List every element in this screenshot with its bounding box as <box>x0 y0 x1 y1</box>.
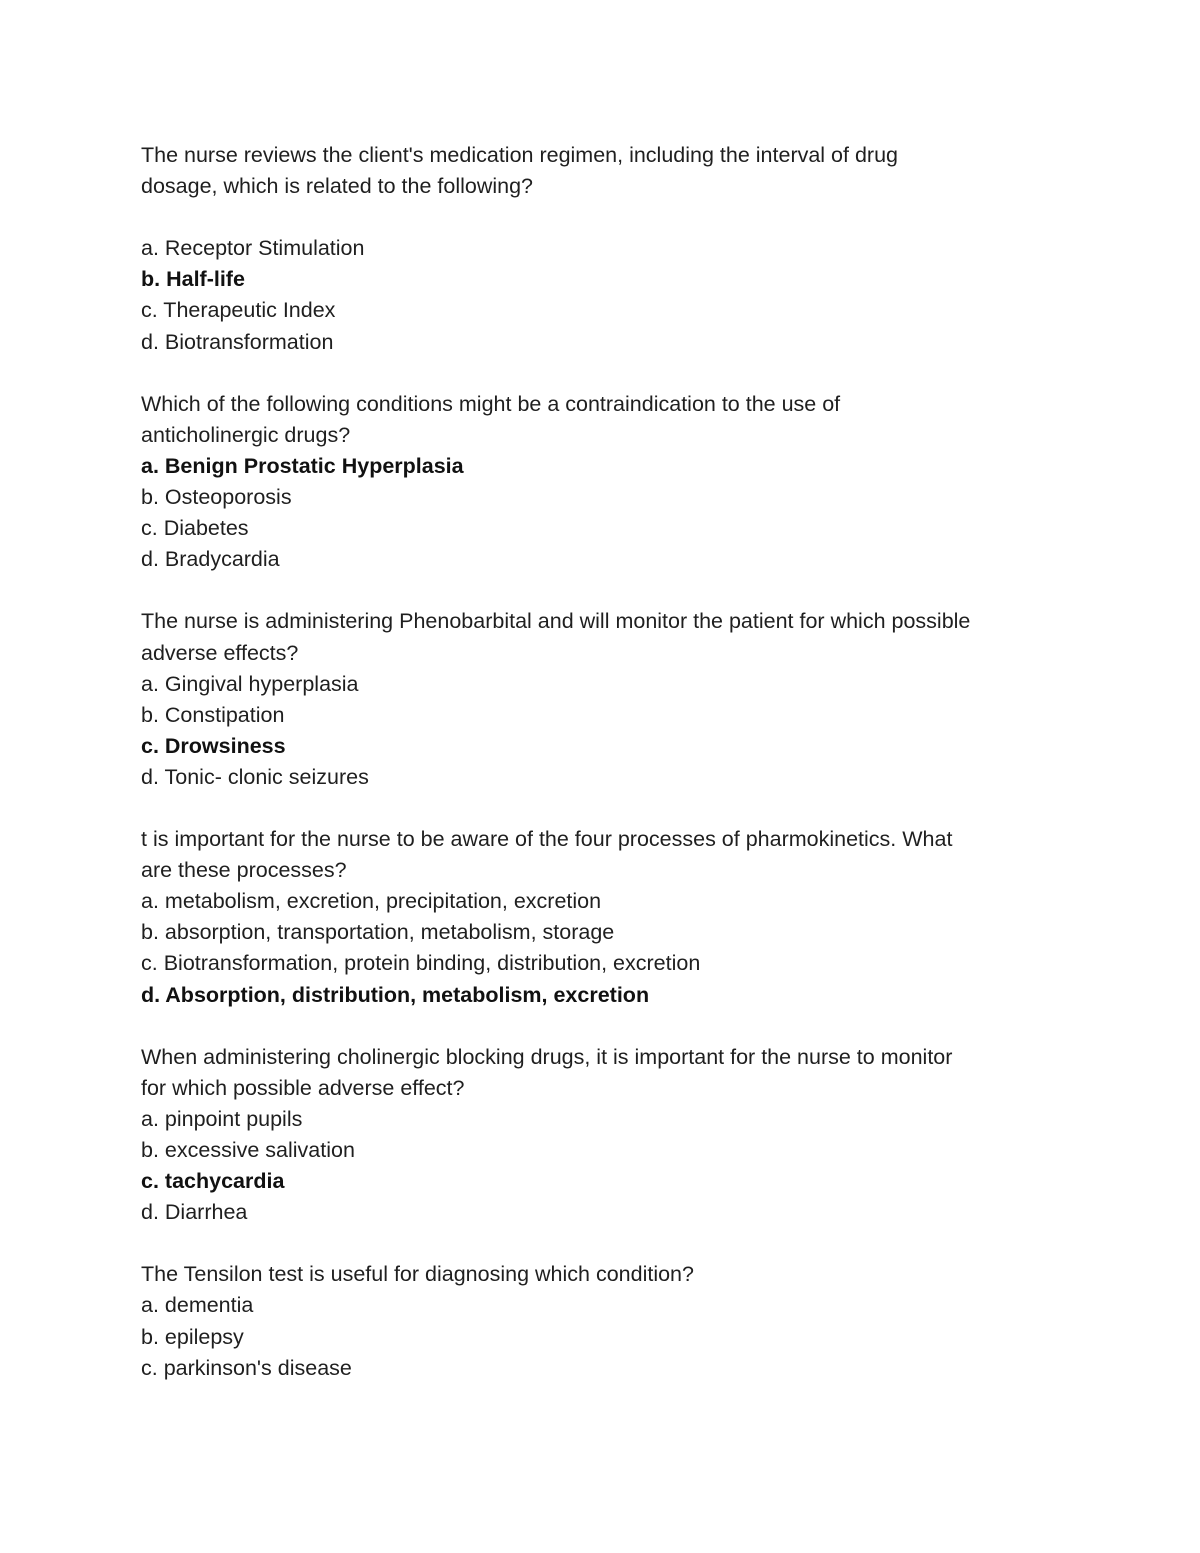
question-stem-line: The Tensilon test is useful for diagnosing which condition? <box>141 1262 694 1287</box>
answer-option: b. epilepsy <box>141 1324 244 1349</box>
question-stem-line: t is important for the nurse to be aware of the four processes of pharmokinetics. What <box>141 827 953 852</box>
answer-option: c. Diabetes <box>141 516 249 541</box>
answer-option: b. absorption, transportation, metabolism, storage <box>141 920 615 945</box>
blank-line <box>141 1228 1071 1259</box>
question-stem-line: The nurse is administering Phenobarbital and will monitor the patient for which possible <box>141 609 971 634</box>
answer-option-correct: c. Drowsiness <box>141 733 286 758</box>
answer-option: c. Biotransformation, protein binding, distribution, excretion <box>141 951 701 976</box>
answer-option-correct: c. tachycardia <box>141 1169 285 1194</box>
question-stem-line: are these processes? <box>141 858 347 883</box>
blank-line <box>141 1011 1071 1042</box>
question-stem-line: The nurse reviews the client's medication regimen, including the interval of drug <box>141 143 898 167</box>
answer-option: d. Bradycardia <box>141 547 280 572</box>
answer-option-correct: d. Absorption, distribution, metabolism, excretion <box>141 982 650 1007</box>
question-block <box>141 606 1071 793</box>
question-block <box>141 140 1071 358</box>
answer-option: d. Diarrhea <box>141 1200 248 1225</box>
answer-option: a. Gingival hyperplasia <box>141 671 359 696</box>
question-stem-line: Which of the following conditions might be a contraindication to the use of <box>141 391 841 416</box>
blank-line <box>141 202 1071 233</box>
question-stem-line: adverse effects? <box>141 640 299 665</box>
question-block <box>141 824 1071 1011</box>
document-page <box>141 140 1071 1384</box>
answer-option: a. pinpoint pupils <box>141 1106 303 1131</box>
answer-option: b. Osteoporosis <box>141 485 292 510</box>
question-stem-line: for which possible adverse effect? <box>141 1075 465 1100</box>
question-block <box>141 1259 1071 1383</box>
question-block <box>141 389 1071 576</box>
blank-line <box>141 575 1071 606</box>
answer-option: a. metabolism, excretion, precipitation, excretion <box>141 889 602 914</box>
answer-option: c. Therapeutic Index <box>141 298 336 323</box>
answer-option: b. excessive salivation <box>141 1138 355 1162</box>
answer-option: a. Receptor Stimulation <box>141 236 365 261</box>
question-stem-line: When administering cholinergic blocking drugs, it is important for the nurse to monitor <box>141 1044 953 1069</box>
answer-option: a. dementia <box>141 1293 254 1318</box>
answer-option: d. Tonic- clonic seizures <box>141 764 369 789</box>
question-stem-line: dosage, which is related to the following? <box>141 174 534 199</box>
blank-line <box>141 793 1071 824</box>
answer-option-correct: b. Half-life <box>141 267 245 292</box>
answer-option: b. Constipation <box>141 702 285 727</box>
question-stem-line: anticholinergic drugs? <box>141 422 351 447</box>
answer-option: c. parkinson's disease <box>141 1355 352 1380</box>
answer-option: d. Biotransformation <box>141 329 334 354</box>
question-block <box>141 1042 1071 1229</box>
answer-option-correct: a. Benign Prostatic Hyperplasia <box>141 453 464 478</box>
blank-line <box>141 358 1071 389</box>
